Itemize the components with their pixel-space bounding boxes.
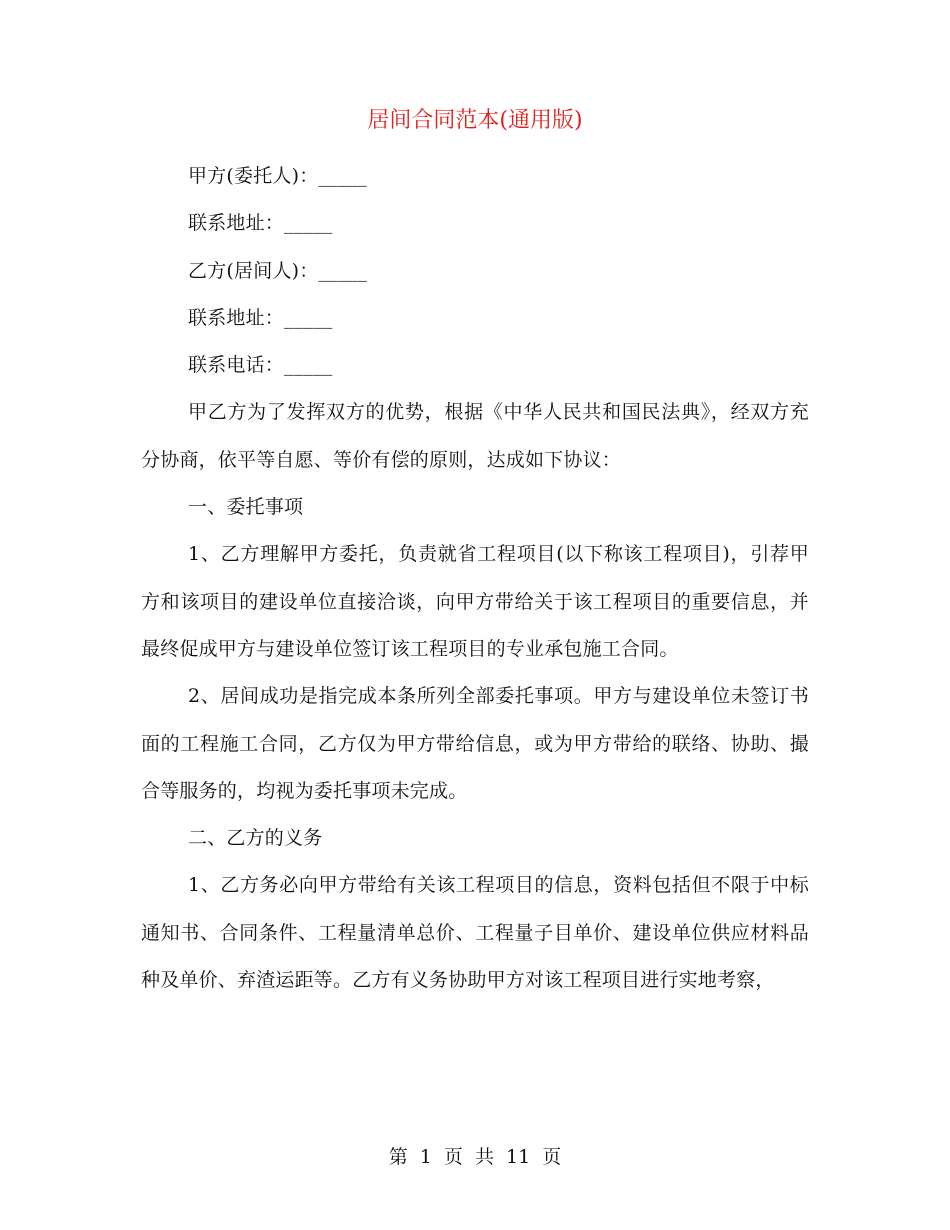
- party-b-phone-field: 联系电话：_____: [188, 354, 333, 377]
- document-body: [141, 153, 809, 1004]
- party-a-field: 甲方(委托人)：_____: [188, 165, 367, 187]
- party-b-field: 乙方(居间人)：_____: [188, 259, 367, 282]
- page-footer: 第 1 页 共 11 页: [388, 1146, 562, 1168]
- section-heading-1: 一、委托事项: [188, 496, 304, 519]
- section-heading-2: 二、乙方的义务: [188, 827, 323, 850]
- clause-1-2: 2、居间成功是指完成本条所列全部委托事项。甲方与建设单位未签订书面的工程施工合同，乙方仅为甲方带给信息，或为甲方带给的联络、协助、撮合等服务的，均视为委托事项未完成。: [141, 685, 809, 802]
- clause-2-1: 1、乙方务必向甲方带给有关该工程项目的信息，资料包括但不限于中标通知书、合同条件、工程量清单总价、工程量子目单价、建设单位供应材料品种及单价、弃渣运距等。乙方有义务协助甲方对该工程项目进行实地考察，: [141, 874, 809, 992]
- preamble-paragraph: 甲乙方为了发挥双方的优势，根据《中华人民共和国民法典》，经双方充分协商，依平等自愿、等价有偿的原则，达成如下协议：: [141, 401, 809, 471]
- clause-1-1: 1、乙方理解甲方委托，负责就省工程项目(以下称该工程项目)，引荐甲方和该项目的建设单位直接洽谈，向甲方带给关于该工程项目的重要信息，并最终促成甲方与建设单位签订该工程项目的专业承包施工合同。: [141, 543, 809, 660]
- party-b-address-field: 联系地址：_____: [188, 306, 333, 329]
- party-a-address-field: 联系地址：_____: [188, 212, 333, 235]
- document-title: 居间合同范本(通用版): [367, 108, 583, 133]
